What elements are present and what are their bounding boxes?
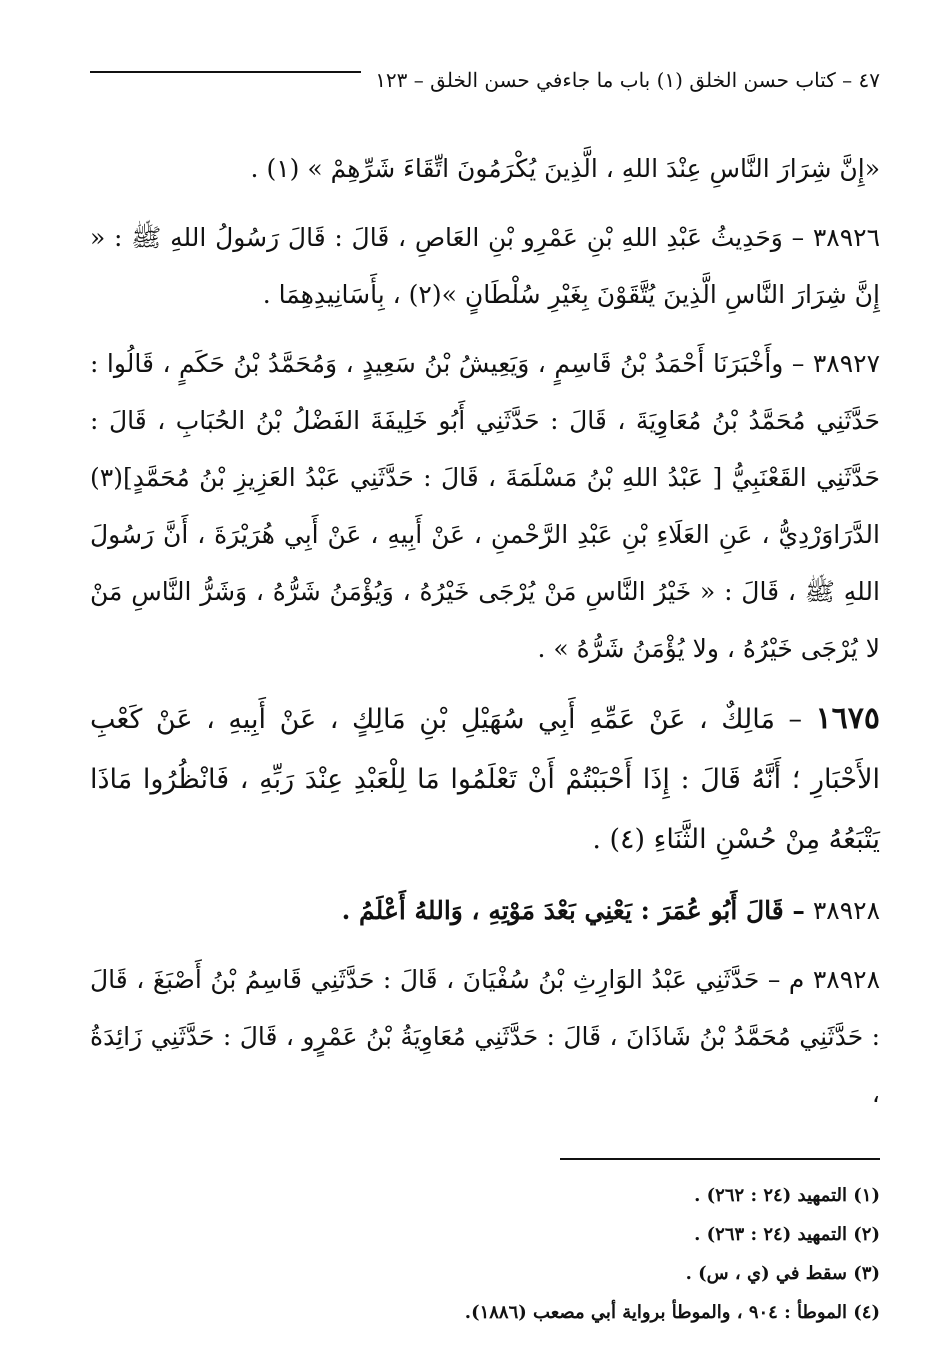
footnote-2: (٢) التمهيد (٢٤ : ٢٦٣) .	[694, 1224, 880, 1245]
paragraph-number: ٣٨٩٢٦	[812, 223, 880, 252]
running-header	[90, 60, 880, 100]
paragraph-number: ٣٨٩٢٨ م	[788, 965, 880, 994]
paragraph-text: «إِنَّ شِرَارَ النَّاسِ عِنْدَ اللهِ ، الَّذِينَ يُكْرَمُونَ اتِّقَاءَ شَرِّهِمْ » (١) .	[250, 154, 880, 183]
footnote-4: (٤) الموطأ : ٩٠٤ ، والموطأ برواية أبي مصعب (١٨٨٦).	[464, 1302, 880, 1323]
footnotes	[90, 1176, 880, 1332]
footnote-1: (١) التمهيد (٢٤ : ٢٦٢) .	[694, 1185, 880, 1206]
paragraph-continuation	[90, 140, 880, 197]
header-rule	[90, 71, 361, 73]
paragraph-38926	[90, 209, 880, 323]
paragraph-text: – حَدَّثَنِي عَبْدُ الوَارِثِ بْنُ سُفْيَانَ ، قَالَ : حَدَّثَنِي قَاسِمُ بْنُ أَصْبَغَ ، قَالَ : حَدَّثَنِي مُحَمَّدُ بْنُ شَاذَانَ ، قَالَ : حَدَّثَنِي مُعَاوِيَةُ بْنُ عَمْرٍو ، قَالَ : حَدَّثَنِي زَائِدَةُ ،	[90, 965, 880, 1108]
footnote-3: (٣) سقط في (ي ، س) .	[685, 1263, 880, 1284]
paragraph-text: – قَالَ أَبُو عُمَرَ : يَعْنِي بَعْدَ مَوْتِهِ ، وَاللهُ أَعْلَمُ .	[341, 896, 805, 925]
paragraph-text: – وأَخْبَرَنَا أَحْمَدُ بْنُ قَاسِمٍ ، وَيَعِيشُ بْنُ سَعِيدٍ ، وَمُحَمَّدُ بْنُ حَكَمٍ ، قَالُوا : حَدَّثَنِي مُحَمَّدُ بْنُ مُعَاوِيَةَ ، قَالَ : حَدَّثَنِي أَبُو خَلِيفَةَ الفَضْلُ بْنُ الحُبَابِ ، قَالَ : حَدَّثَنِي القَعْنَبِيُّ [ عَبْدُ اللهِ بْنُ مَسْلَمَةَ ، قَالَ : حَدَّثَنِي عَبْدُ العَزِيزِ بْنُ مُحَمَّدٍ](٣) الدَّرَاوَرْدِيُّ ، عَنِ العَلَاءِ بْنِ عَبْدِ الرَّحْمنِ ، عَنْ أَبِيهِ ، عَنْ أَبِي هُرَيْرَةَ ، أَنَّ رَسُولَ اللهِ ﷺ ، قَالَ : « خَيْرُ النَّاسِ مَنْ يُرْجَى خَيْرُهُ ، وَيُؤْمَنُ شَرُّهُ ، وَشَرُّ النَّاسِ مَنْ لا يُرْجَى خَيْرُهُ ، ولا يُؤْمَنُ شَرُّهُ » .	[90, 349, 880, 663]
paragraph-number: ١٦٧٥	[815, 701, 880, 736]
paragraph-text: – وَحَدِيثُ عَبْدِ اللهِ بْنِ عَمْرِو بْنِ العَاصِ ، قَالَ : قَالَ رَسُولُ اللهِ ﷺ : « إِنَّ شِرَارَ النَّاسِ الَّذِينَ يُتَّقَوْنَ بِغَيْرِ سُلْطَانٍ »(٢) ، بِأَسَانِيدِهِمَا .	[90, 223, 880, 309]
paragraph-1675	[90, 689, 880, 870]
paragraph-number: ٣٨٩٢٧	[812, 349, 880, 378]
footnote-rule	[560, 1158, 880, 1160]
header-title: ٤٧ – كتاب حسن الخلق (١) باب ما جاءفي حسن الخلق – ١٢٣	[375, 68, 880, 92]
paragraph-number: ٣٨٩٢٨	[812, 896, 880, 925]
main-text	[90, 140, 880, 1134]
paragraph-38927	[90, 335, 880, 677]
paragraph-38928m	[90, 951, 880, 1122]
paragraph-38928	[90, 882, 880, 939]
paragraph-text: – مَالِكٌ ، عَنْ عَمِّهِ أَبِي سُهَيْلِ بْنِ مَالِكٍ ، عَنْ أَبِيهِ ، عَنْ كَعْبِ الأَحْبَارِ ؛ أَنَّهُ قَالَ : إِذَا أَحْبَبْتُمْ أَنْ تَعْلَمُوا مَا لِلْعَبْدِ عِنْدَ رَبِّهِ ، فَانْظُرُوا مَاذَا يَتْبَعُهُ مِنْ حُسْنِ الثَّنَاءِ (٤) .	[90, 704, 880, 855]
